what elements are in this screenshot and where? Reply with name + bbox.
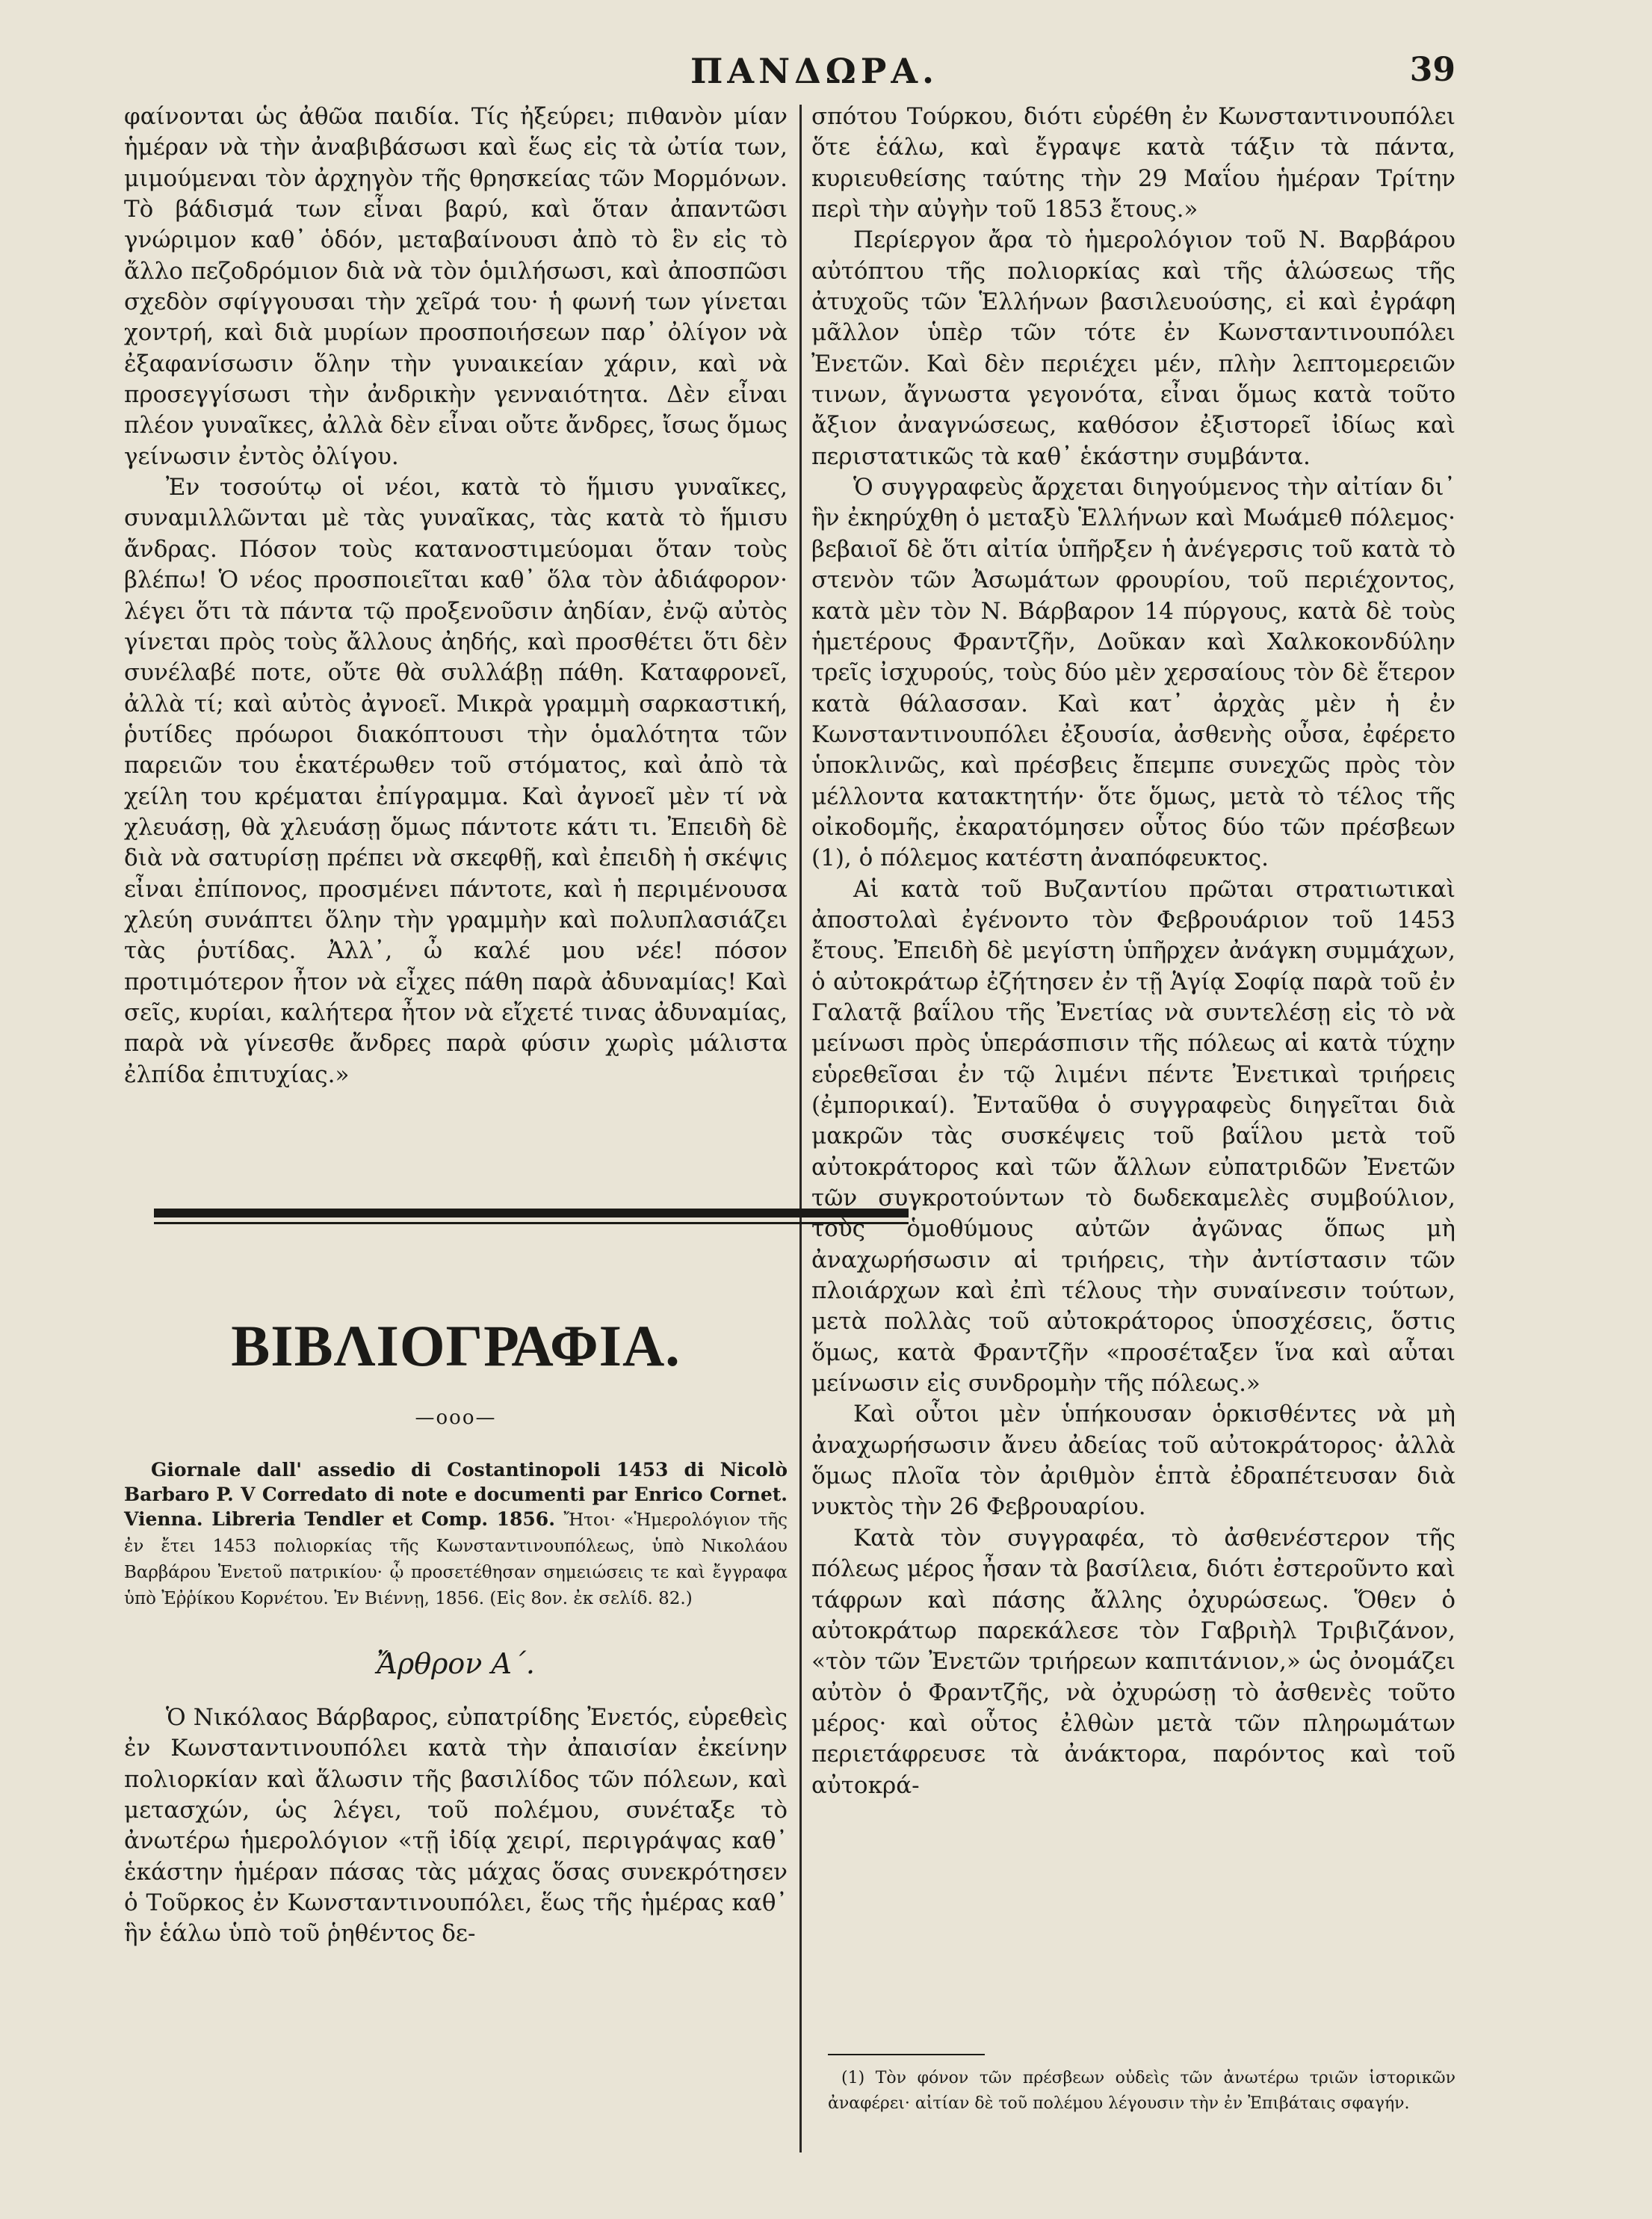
footnote-divider bbox=[828, 2054, 985, 2055]
section-title-bibliography: ΒΙΒΛΙΟΓΡΑΦΙΑ. bbox=[231, 1313, 681, 1378]
bibliography-greek-translation: Ἤτοι· «Ἡμερολόγιον τῆς ἐν ἔτει 1453 πολιορκίας τῆς Κωνσταντινουπόλεως, ὑπὸ Νικολάου Βαρβάρου Ἐνετοῦ πατρικίου· ᾧ προσετέθησαν σημειώσεις τε καὶ ἔγγραφα ὑπὸ Ἐῤῥίκου Κορνέτου. Ἐν Βιέννῃ, 1856. (Εἰς 8ον. ἐκ σελίδ. 82.) bbox=[124, 1510, 788, 1608]
right-paragraph-6: Κατὰ τὸν συγγραφέα, τὸ ἀσθενέστερον τῆς πόλεως μέρος ἦσαν τὰ βασίλεια, διότι ἐστεροῦντο καὶ τάφρων καὶ πάσης ἄλλης ὀχυρώσεως. Ὅθεν ὁ αὐτοκράτωρ παρεκάλεσε τὸν Γαβριὴλ Τριβιζάνον, «τὸν τῶν Ἐνετῶν τριήρεων καπιτάνιον,» ὡς ὀνομάζει αὐτὸν ὁ Φραντζῆς, νὰ ὀχυρώσῃ τὸ ἀσθενὲς τοῦτο μέρος· καὶ οὗτος ἐλθὼν μετὰ τῶν πληρωμάτων περιετάφρευσε τὰ ἀνάκτορα, παρόντος καὶ τοῦ αὐτοκρά- bbox=[811, 1524, 1455, 1799]
section-ornament: —οοο— bbox=[415, 1407, 497, 1429]
bibliography-citation: Giornale dall' assedio di Costantinopoli 1453 di Nicolò Barbaro P. V Corredato di note e documenti par Enrico Cornet. Vienna. Libreria Tendler et Comp. 1856. bbox=[124, 1459, 788, 1530]
column-divider bbox=[799, 105, 802, 2152]
left-paragraph-2: Ἐν τοσούτῳ οἱ νέοι, κατὰ τὸ ἥμισυ γυναῖκες, συναμιλλῶνται μὲ τὰς γυναῖκας, τὰς κατὰ τὸ ἥμισυ ἄνδρας. Πόσον τοὺς κατανοστιμεύομαι ὅταν τοὺς βλέπω! Ὁ νέος προσποιεῖται καθ᾽ ὅλα τὸν ἀδιάφορον· λέγει ὅτι τὰ πάντα τῷ προξενοῦσιν ἀηδίαν, ἐνῷ αὐτὸς γίνεται πρὸς τοὺς ἄλλους ἀηδής, καὶ προσθέτει ὅτι δὲν συνέλαβέ ποτε, οὔτε θὰ συλλάβῃ πάθη. Καταφρονεῖ, ἀλλὰ τί; καὶ αὐτὸς ἀγνοεῖ. Μικρὰ γραμμὴ σαρκαστική, ῥυτίδες πρόωροι διακόπτουσι τὴν ὁμαλότητα τῶν παρειῶν του ἑκατέρωθεν τοῦ στόματος, καὶ ἀπὸ τὰ χείλη του κρέμαται ἐπίγραμμα. Καὶ ἀγνοεῖ μὲν τί νὰ χλευάσῃ, θὰ χλευάσῃ ὅμως πάντοτε κάτι τι. Ἐπειδὴ δὲ διὰ νὰ σατυρίσῃ πρέπει νὰ σκεφθῇ, καὶ ἐπειδὴ ἡ σκέψις εἶναι ἐπίπονος, προσμένει πάντοτε, καὶ ἡ περιμένουσα χλεύη συνάπτει ὅλην τὴν γραμμὴν καὶ πολυπλασιάζει τὰς ῥυτίδας. Ἀλλ᾽, ὦ καλέ μου νέε! πόσον προτιμότερον ἦτον νὰ εἶχες πάθη παρὰ ἀδυναμίας! Καὶ σεῖς, κυρίαι, καλήτερα ἦτον νὰ εἴχετέ τινας ἀδυναμίας, παρὰ νὰ γίνεσθε ἄνδρες παρὰ φύσιν χωρὶς μάλιστα ἐλπίδα ἐπιτυχίας.» bbox=[124, 474, 788, 1088]
right-paragraph-3: Ὁ συγγραφεὺς ἄρχεται διηγούμενος τὴν αἰτίαν δι᾽ ἣν ἐκηρύχθη ὁ μεταξὺ Ἑλλήνων καὶ Μωάμεθ πόλεμος· βεβαιοῖ δὲ ὅτι αἰτία ὑπῆρξεν ἡ ἀνέγερσις τοῦ κατὰ τὸ στενὸν τῶν Ἀσωμάτων φρουρίου, τοῦ περιέχοντος, κατὰ μὲν τὸν Ν. Βάρβαρον 14 πύργους, κατὰ δὲ τοὺς ἡμετέρους Φραντζῆν, Δοῦκαν καὶ Χαλκοκονδύλην τρεῖς ἰσχυρούς, τοὺς δύο μὲν χερσαίους τὸν δὲ ἕτερον κατὰ θάλασσαν. Καὶ κατ᾽ ἀρχὰς μὲν ἡ ἐν Κωνσταντινουπόλει ἐξουσία, ἀσθενὴς οὖσα, ἐφέρετο ὑποκλινῶς, καὶ πρέσβεις ἔπεμπε συνεχῶς πρὸς τὸν μέλλοντα κατακτητήν· ὅτε ὅμως, μετὰ τὸ τέλος τῆς οἰκοδομῆς, ἐκαρατόμησεν οὗτος δύο τῶν πρέσβεων (1), ὁ πόλεμος κατέστη ἀναπόφευκτος. bbox=[811, 474, 1455, 872]
section-divider-thick bbox=[154, 1209, 909, 1217]
page-header-title: ΠΑΝΔΩΡΑ. bbox=[690, 51, 939, 91]
left-column bbox=[124, 102, 788, 1950]
right-paragraph-5: Καὶ οὗτοι μὲν ὑπήκουσαν ὁρκισθέντες νὰ μὴ ἀναχωρήσωσιν ἄνευ ἀδείας τοῦ αὐτοκράτορος· ἀλλὰ ὅμως πλοῖα τὸν ἀριθμὸν ἑπτὰ ἐδραπέτευσαν διὰ νυκτὸς τὴν 26 Φεβρουαρίου. bbox=[811, 1401, 1455, 1521]
article-heading: Ἄρθρον Α΄. bbox=[376, 1647, 536, 1680]
left-paragraph-1: φαίνονται ὡς ἀθῶα παιδία. Τίς ἠξεύρει; πιθανὸν μίαν ἡμέραν νὰ τὴν ἀναβιβάσωσι καὶ ἕως εἰς τὰ ὠτία των, μιμούμεναι τὸν ἀρχηγὸν τῆς θρησκείας τῶν Μορμόνων. Τὸ βάδισμά των εἶναι βαρύ, καὶ ὅταν ἀπαντῶσι γνώριμον καθ᾽ ὁδόν, μεταβαίνουσι ἀπὸ τὸ ἓν εἰς τὸ ἄλλο πεζοδρόμιον διὰ νὰ τὸν ὁμιλήσωσι, καὶ ἀποσπῶσι σχεδὸν σφίγγουσαι τὴν χεῖρά του· ἡ φωνή των γίνεται χοντρή, καὶ διὰ μυρίων προσποιήσεων παρ᾽ ὀλίγον νὰ ἐξαφανίσωσιν ὅλην τὴν γυναικείαν χάριν, καὶ νὰ προσεγγίσωσι τὴν ἀνδρικὴν γενναιότητα. Δὲν εἶναι πλέον γυναῖκες, ἀλλὰ δὲν εἶναι οὔτε ἄνδρες, ἴσως ὅμως γείνωσιν ἐντὸς ὀλίγου. bbox=[124, 103, 788, 470]
bibliography-entry bbox=[124, 1457, 788, 1611]
right-paragraph-2: Περίεργον ἄρα τὸ ἡμερολόγιον τοῦ Ν. Βαρβάρου αὐτόπτου τῆς πολιορκίας καὶ τῆς ἁλώσεως τῆς ἀτυχοῦς τῶν Ἑλλήνων βασιλευούσης, εἰ καὶ ἐγράφη μᾶλλον ὑπὲρ τῶν τότε ἐν Κωνσταντινουπόλει Ἐνετῶν. Καὶ δὲν περιέχει μέν, πλὴν λεπτομερειῶν τινων, ἄγνωστα γεγονότα, εἶναι ὅμως κατὰ τοῦτο ἄξιον ἀναγνώσεως, καθόσον ἐξιστορεῖ ἰδίως καὶ περιστατικῶς τὰ καθ᾽ ἑκάστην συμβάντα. bbox=[811, 226, 1455, 470]
right-paragraph-4: Αἱ κατὰ τοῦ Βυζαντίου πρῶται στρατιωτικαὶ ἀποστολαὶ ἐγένοντο τὸν Φεβρουάριον τοῦ 1453 ἔτους. Ἐπειδὴ δὲ μεγίστη ὑπῆρχεν ἀνάγκη συμμάχων, ὁ αὐτοκράτωρ ἐζήτησεν ἐν τῇ Ἁγίᾳ Σοφίᾳ παρὰ τοῦ ἐν Γαλατᾷ βαΐλου τῆς Ἐνετίας νὰ συντελέσῃ εἰς τὸ νὰ μείνωσι πρὸς ὑπεράσπισιν τῆς πόλεως αἱ κατὰ τύχην εὑρεθεῖσαι ἐν τῷ λιμένι πέντε Ἐνετικαὶ τριήρεις (ἐμπορικαί). Ἐνταῦθα ὁ συγγραφεὺς διηγεῖται διὰ μακρῶν τὰς συσκέψεις τοῦ βαΐλου μετὰ τοῦ αὐτοκράτορος καὶ τῶν ἄλλων εὐπατριδῶν Ἐνετῶν τῶν συγκροτούντων τὸ δωδεκαμελὲς συμβούλιον, τοὺς ὁμοθύμους αὐτῶν ἀγῶνας ὅπως μὴ ἀναχωρήσωσιν αἱ τριήρεις, τὴν ἀντίστασιν τῶν πλοιάρχων καὶ ἐπὶ τέλους τὴν συναίνεσιν τούτων, μετὰ πολλὰς τοῦ αὐτοκράτορος ὑποσχέσεις, ὅστις ὅμως, κατὰ Φραντζῆν «προσέταξεν ἵνα καὶ αὗται μείνωσιν εἰς συνδρομὴν τῆς πόλεως.» bbox=[811, 875, 1455, 1398]
article-paragraph: Ὁ Νικόλαος Βάρβαρος, εὐπατρίδης Ἐνετός, εὑρεθεὶς ἐν Κωνσταντινουπόλει κατὰ τὴν ἀπαισίαν ἐκείνην πολιορκίαν καὶ ἅλωσιν τῆς βασιλίδος τῶν πόλεων, καὶ μετασχών, ὡς λέγει, τοῦ πολέμου, συνέταξε τὸ ἀνωτέρω ἡμερολόγιον «τῇ ἰδίᾳ χειρί, περιγράψας καθ᾽ ἑκάστην ἡμέραν πάσας τὰς μάχας ὅσας συνεκρότησεν ὁ Τοῦρκος ἐν Κωνσταντινουπόλει, ἕως τῆς ἡμέρας καθ᾽ ἣν ἑάλω ὑπὸ τοῦ ῥηθέντος δε- bbox=[124, 1704, 788, 1948]
page-number: 39 bbox=[1409, 51, 1455, 89]
footnote: (1) Τὸν φόνον τῶν πρέσβεων οὐδεὶς τῶν ἀνωτέρω τριῶν ἱστορικῶν ἀναφέρει· αἰτίαν δὲ τοῦ πολέμου λέγουσιν τὴν ἐν Ἐπιβάταις σφαγήν. bbox=[828, 2069, 1455, 2113]
section-divider-thin bbox=[154, 1222, 909, 1224]
right-column bbox=[811, 102, 1455, 1801]
right-paragraph-1: σπότου Τούρκου, διότι εὑρέθη ἐν Κωνσταντινουπόλει ὅτε ἑάλω, καὶ ἔγραψε κατὰ τάξιν τὰ πάντα, κυριευθείσης ταύτης τὴν 29 Μαΐου ἡμέραν Τρίτην περὶ τὴν αὐγὴν τοῦ 1853 ἔτους.» bbox=[811, 103, 1455, 223]
